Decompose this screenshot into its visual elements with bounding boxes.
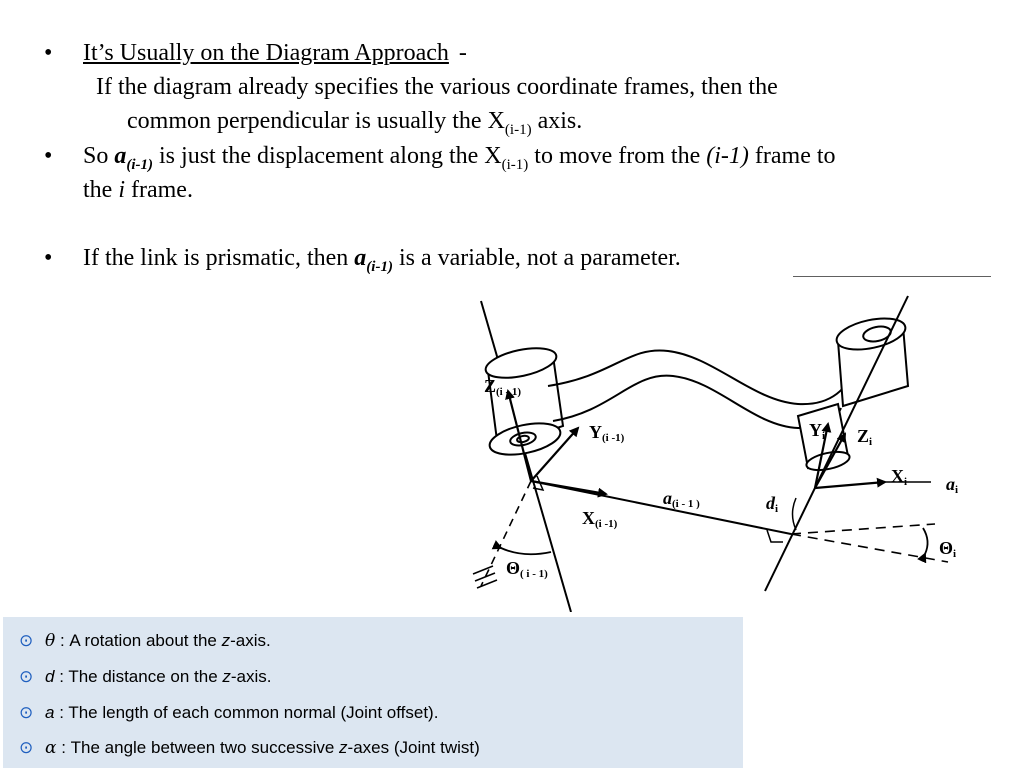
frame-italic: (i-1): [706, 143, 749, 169]
bullet-1-heading: [83, 36, 467, 70]
label-d-i: di: [766, 493, 779, 515]
note-var: a: [45, 703, 55, 722]
circle-dot-icon: ⊙: [19, 738, 34, 757]
circle-dot-icon: ⊙: [19, 703, 34, 722]
label-x-prev: X(i -1): [582, 508, 618, 530]
joint-axis-left: [481, 301, 571, 612]
parameter-definitions-box: [3, 617, 743, 768]
bullet-3-line-1: [83, 241, 681, 275]
bullet-dot-1: •: [44, 40, 53, 66]
line3-tail: axis.: [531, 108, 583, 134]
bullet-2-line-1: [83, 139, 836, 173]
heading-text: It’s Usually on the Diagram Approach: [83, 40, 449, 66]
note-tail: -axis.: [230, 631, 271, 650]
label-y-prev: Y(i -1): [589, 422, 625, 444]
note-tail: -axis.: [230, 667, 272, 686]
dh-parameter-diagram: [453, 276, 991, 612]
b2-text-3: frame to: [748, 143, 836, 169]
note-a: [19, 703, 438, 723]
bullet-1-line-3: [127, 104, 582, 138]
label-y-i: Yi: [809, 420, 826, 442]
note-theta: [19, 631, 271, 651]
i-italic: i: [118, 177, 125, 203]
a-symbol: a: [114, 143, 127, 169]
heading-dash: -: [458, 40, 467, 66]
frame-text: frame.: [125, 177, 193, 203]
circle-dot-icon: ⊙: [19, 667, 34, 686]
label-theta-i: Θi: [939, 538, 957, 560]
note-text: : The angle between two successive: [56, 738, 340, 757]
link-body: [548, 350, 853, 404]
b3-a-symbol: a: [354, 245, 367, 271]
note-ital: z: [339, 738, 348, 757]
bullet-dot-2: •: [44, 143, 53, 169]
note-text: : A rotation about the: [55, 631, 222, 650]
label-z-i: Zi: [857, 426, 873, 448]
note-text: : The distance on the: [54, 667, 223, 686]
b3-text-2: is a variable, not a parameter.: [392, 245, 681, 271]
note-d: [19, 667, 272, 687]
note-ital: z: [221, 631, 231, 650]
note-ital: z: [222, 667, 231, 686]
so-text: So: [83, 143, 115, 169]
bullet-1-line-2: If the diagram already specifies the various coordinate frames, then the: [96, 74, 778, 100]
line3-text: common perpendicular is usually the X: [127, 108, 505, 134]
x-sub: (i-1): [501, 156, 529, 173]
note-var: d: [45, 667, 55, 686]
label-a-i: ai: [946, 474, 959, 496]
label-a-prev: a(i - 1 ): [663, 488, 700, 510]
bullet-dot-3: •: [44, 245, 53, 271]
bullet-2-line-2: [83, 173, 193, 207]
a-sub: (i-1): [126, 156, 154, 173]
note-alpha: [19, 738, 480, 758]
b2-text-1: is just the displacement along the X: [153, 143, 502, 169]
b3-text-1: If the link is prismatic, then: [83, 245, 355, 271]
label-theta-prev: Θ( i - 1): [506, 558, 548, 580]
diagram-svg: [453, 276, 991, 612]
b3-a-sub: (i-1): [366, 258, 393, 275]
note-var: α: [45, 738, 57, 758]
label-z-prev: Z(i - 1): [484, 376, 522, 398]
b2-text-2: to move from the: [528, 143, 707, 169]
note-text: : The length of each common normal (Joint offset).: [54, 703, 439, 722]
left-cylinder: [483, 343, 563, 460]
right-cylinder: [798, 313, 908, 473]
label-x-i: Xi: [891, 466, 908, 488]
line3-sub: (i-1): [504, 121, 532, 138]
circle-dot-icon: ⊙: [19, 631, 34, 650]
note-tail: -axes (Joint twist): [347, 738, 480, 757]
note-var: θ: [45, 631, 56, 651]
the-text: the: [83, 177, 119, 203]
